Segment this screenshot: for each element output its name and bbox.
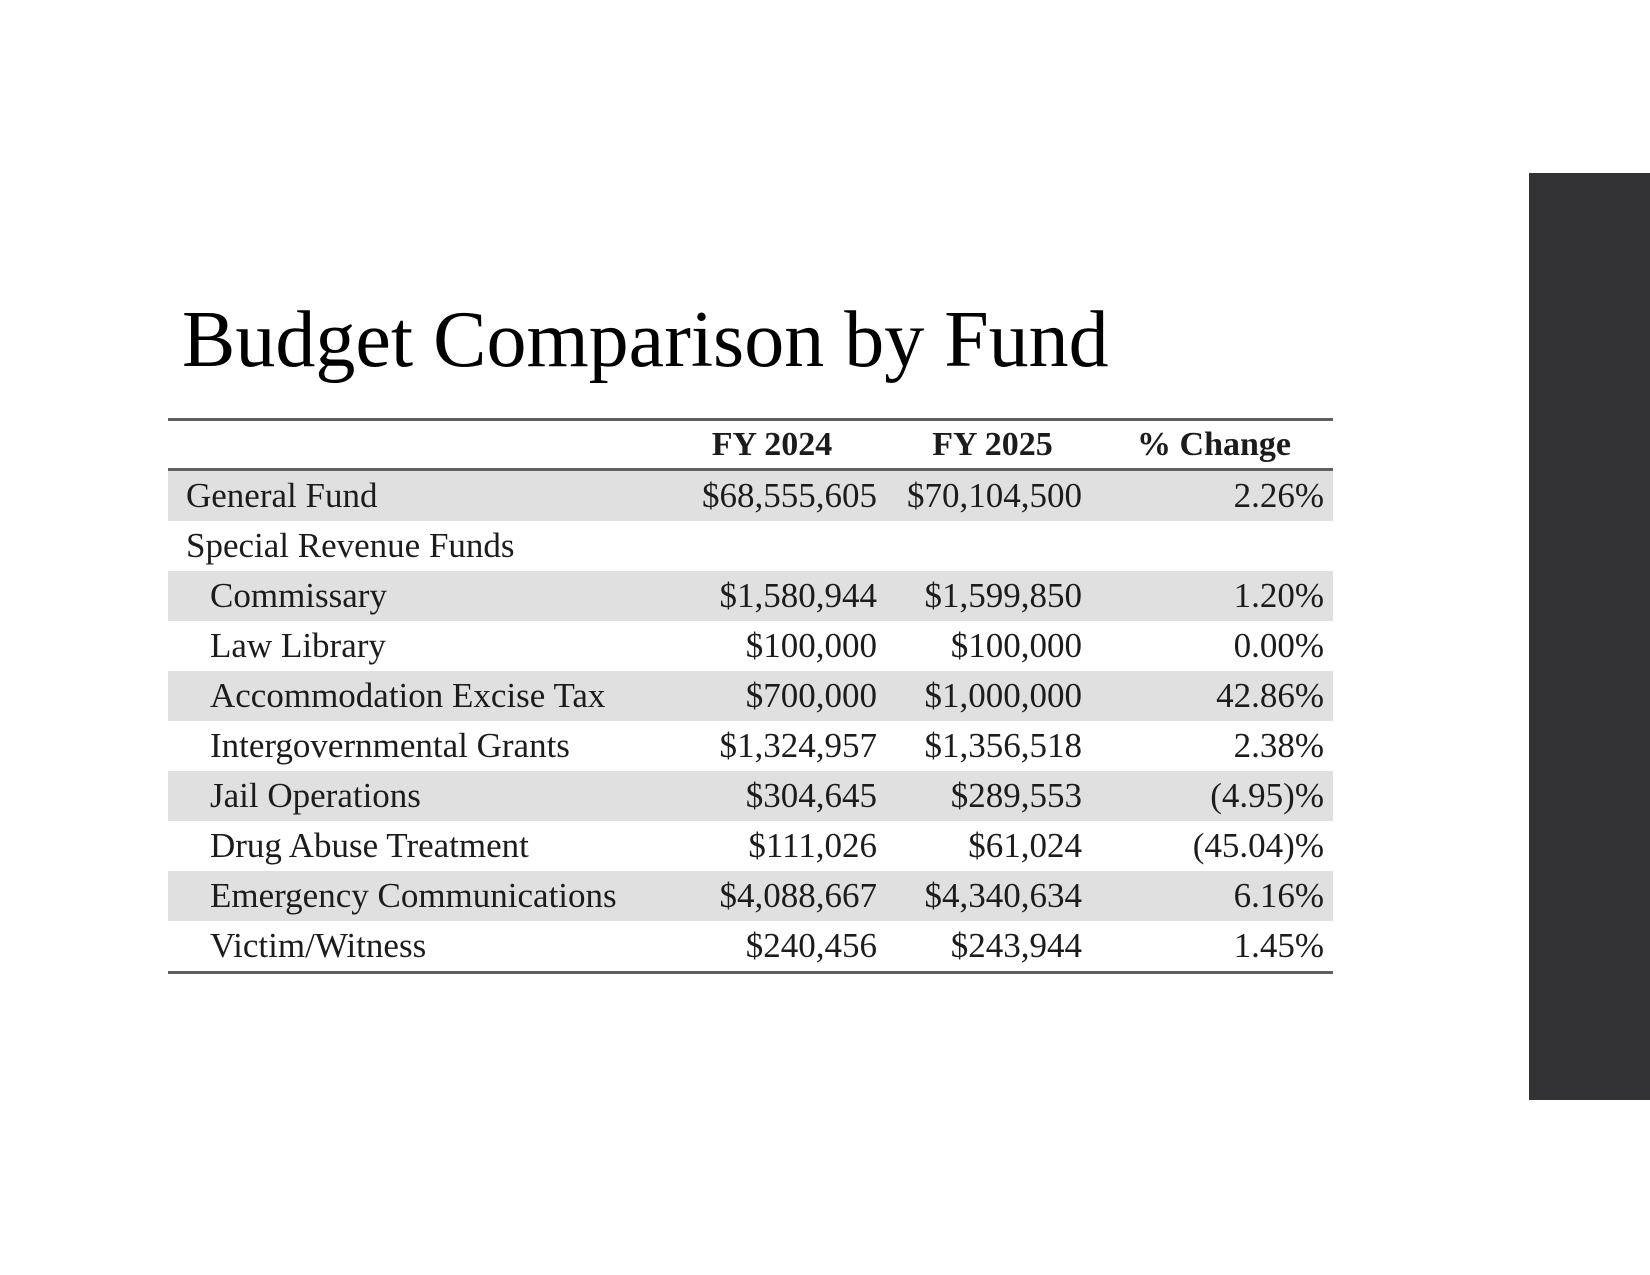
change-value: 2.26% [1233,476,1324,515]
fy2024-value: $68,555,605 [702,476,877,515]
column-header-fy2025: FY 2025 [932,425,1053,463]
fy2025-value: $61,024 [968,826,1082,865]
fy2025-value: $1,000,000 [924,676,1082,715]
fy2024-value: $700,000 [745,676,877,715]
fund-name: Intergovernmental Grants [210,726,570,765]
table-row [168,721,1333,771]
fy2025-value: $1,599,850 [924,576,1082,615]
fy2024-value: $4,088,667 [719,876,877,915]
change-value: (4.95)% [1210,776,1324,815]
budget-comparison-table [168,418,1333,974]
fy2024-value: $100,000 [745,626,877,665]
fy2024-value: $304,645 [745,776,877,815]
table-row [168,771,1333,821]
table-row [168,471,1333,521]
fund-name: Emergency Communications [210,876,617,915]
fund-name: Special Revenue Funds [186,526,515,565]
change-value: 1.20% [1233,576,1324,615]
fund-name: Law Library [210,626,386,665]
table-body [168,471,1333,971]
change-value: 0.00% [1233,626,1324,665]
fy2025-value: $100,000 [950,626,1082,665]
table-row [168,571,1333,621]
fy2024-value: $111,026 [748,826,877,865]
page-title: Budget Comparison by Fund [182,296,1109,384]
fund-name: Jail Operations [210,776,421,815]
fy2025-value: $289,553 [950,776,1082,815]
column-header-change: % Change [1137,425,1291,463]
fy2024-value: $240,456 [745,926,877,965]
right-accent-bar [1529,173,1650,1100]
fund-name: General Fund [186,476,378,515]
fy2025-value: $243,944 [950,926,1082,965]
change-value: 42.86% [1216,676,1324,715]
fund-name: Commissary [210,576,387,615]
fy2025-value: $1,356,518 [924,726,1082,765]
table-row [168,871,1333,921]
column-header-fy2024: FY 2024 [711,425,833,463]
table-row [168,821,1333,871]
table-header-row [168,421,1333,471]
fy2025-value: $4,340,634 [924,876,1082,915]
fund-name: Drug Abuse Treatment [210,826,529,865]
change-value: 2.38% [1233,726,1324,765]
table-row [168,521,1333,571]
change-value: 6.16% [1233,876,1324,915]
fund-name: Accommodation Excise Tax [210,676,606,715]
fy2024-value: $1,580,944 [719,576,877,615]
table-row [168,621,1333,671]
table-row [168,921,1333,971]
fy2025-value: $70,104,500 [907,476,1082,515]
change-value: 1.45% [1233,926,1324,965]
fy2024-value: $1,324,957 [719,726,877,765]
fund-name: Victim/Witness [210,926,427,965]
change-value: (45.04)% [1192,826,1324,865]
table-row [168,671,1333,721]
